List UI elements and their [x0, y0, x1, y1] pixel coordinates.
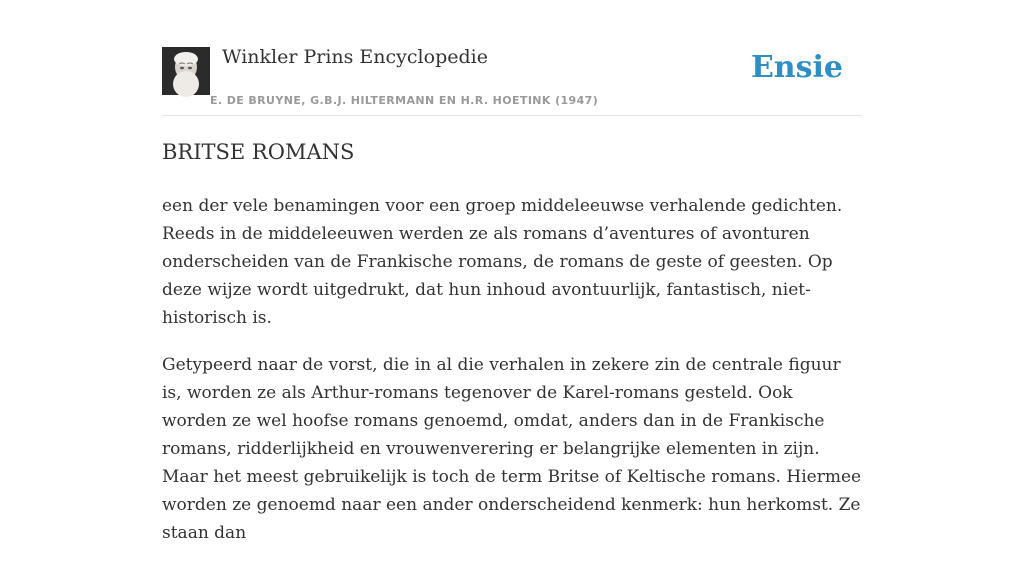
article-paragraph: Getypeerd naar de vorst, die in al die verhalen in zekere zin de centrale figuur is, worden ze als Arthur-romans tegenover de Karel-romans gesteld. Ook worden ze wel hoofse romans genoemd, omdat, anders dan in de Frankische romans, ridderlijkheid en vrouwenverering er belangrijke elementen in zijn. Maar het meest gebruikelijk is toch de term Britse of Keltische romans. Hiermee worden ze genoemd naar een ander onderscheidend kenmerk: hun herkomst. Ze staan dan — [162, 355, 862, 543]
source-authors: E. DE BRUYNE, G.B.J. HILTERMANN EN H.R. HOETINK (1947) — [210, 94, 599, 107]
source-title[interactable]: Winkler Prins Encyclopedie — [222, 46, 488, 68]
author-portrait-icon — [162, 47, 210, 95]
article-paragraph: een der vele benamingen voor een groep middeleeuwse verhalende gedichten. Reeds in de middeleeuwen werden ze als romans d’aventures of avonturen onderscheiden van de Frankische romans, de romans de geste of geesten. Op deze wijze wordt uitgedrukt, dat hun inhoud avontuurlijk, fantastisch, niet-historisch is. — [162, 196, 843, 328]
article-body — [162, 192, 862, 566]
source-header — [162, 44, 862, 116]
article-title: BRITSE ROMANS — [162, 140, 355, 164]
ensie-logo[interactable]: Ensie — [750, 50, 843, 85]
author-avatar[interactable] — [162, 47, 210, 95]
